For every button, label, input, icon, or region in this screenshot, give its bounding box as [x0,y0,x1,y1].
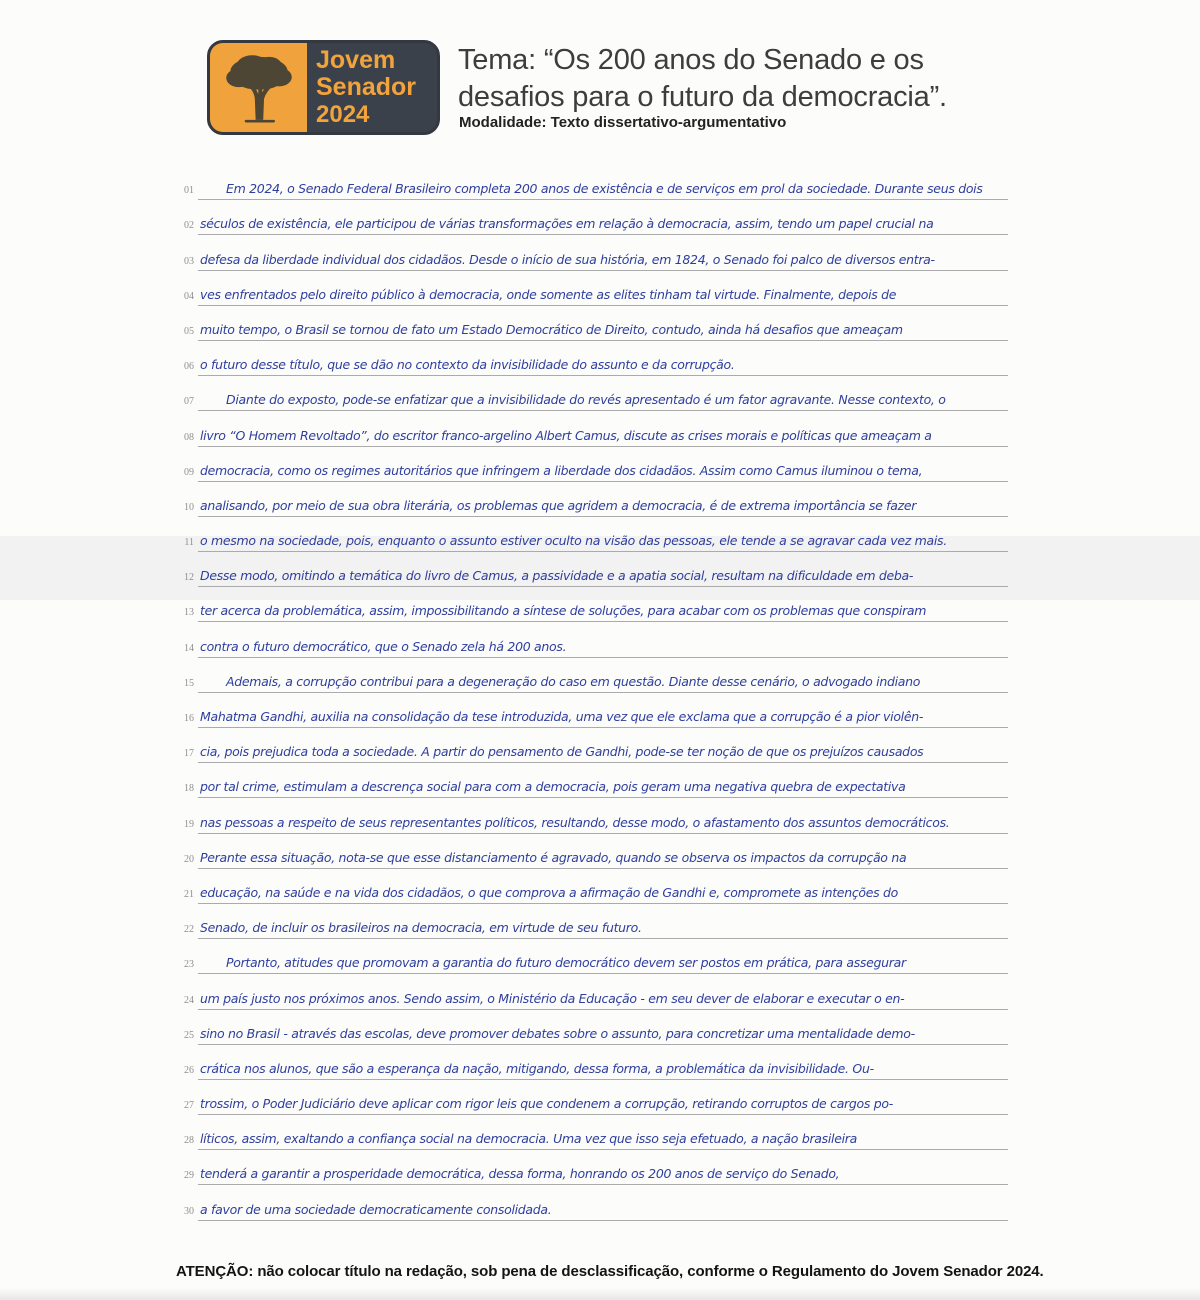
essay-line [176,658,1008,693]
essay-line [176,869,1008,904]
jovem-senador-logo [207,40,440,135]
handwritten-text: por tal crime, estimulam a descrença social para com a democracia, pois geram uma negativa quebra de expectativa [198,779,1008,798]
essay-line [176,587,1008,622]
essay-line [176,1185,1008,1220]
line-number: 29 [184,1170,194,1182]
handwritten-text: Em 2024, o Senado Federal Brasileiro completa 200 anos de existência e de serviços em prol da sociedade. Durante seus dois [198,181,1008,200]
essay-line [176,763,1008,798]
scan-artifact-bottom-edge [0,1288,1200,1300]
line-number: 22 [184,924,194,936]
line-number: 26 [184,1064,194,1076]
handwritten-text: livro “O Homem Revoltado”, do escritor franco-argelino Albert Camus, discute as crises morais e políticas que ameaçam a [198,428,1008,447]
logo-tree-panel [210,43,307,132]
handwritten-text: o mesmo na sociedade, pois, enquanto o assunto estiver oculto na visão das pessoas, ele tende a se agravar cada vez mais. [198,533,1008,552]
handwritten-text: Perante essa situação, nota-se que esse distanciamento é agravado, quando se observa os impactos da corrupção na [198,850,1008,869]
essay-line [176,517,1008,552]
essay-line [176,904,1008,939]
logo-year: 2024 [316,101,370,128]
handwritten-text: contra o futuro democrático, que o Senado zela há 200 anos. [198,639,1008,658]
theme-line-2: desafios para o futuro da democracia”. [458,81,947,113]
handwritten-text: Ademais, a corrupção contribui para a degeneração do caso em questão. Diante desse cenário, o advogado indiano [198,674,1008,693]
essay-line [176,271,1008,306]
essay-line [176,447,1008,482]
line-number: 06 [184,361,194,373]
essay-line [176,341,1008,376]
line-number: 01 [184,185,194,197]
essay-line [176,798,1008,833]
line-number: 02 [184,220,194,232]
essay-line [176,1010,1008,1045]
line-number: 04 [184,290,194,302]
handwritten-text: crática nos alunos, que são a esperança da nação, mitigando, dessa forma, a problemática da invisibilidade. Ou- [198,1061,1008,1080]
line-number: 13 [184,607,194,619]
line-number: 12 [184,572,194,584]
line-number: 07 [184,396,194,408]
essay-line [176,728,1008,763]
line-number: 05 [184,325,194,337]
essay-line [176,974,1008,1009]
handwritten-text: democracia, como os regimes autoritários que infringem a liberdade dos cidadãos. Assim como Camus iluminou o tema, [198,463,1008,482]
handwritten-text: analisando, por meio de sua obra literária, os problemas que agridem a democracia, é de extrema importância se fazer [198,498,1008,517]
logo-word-senador: Senador [316,73,417,101]
line-number: 28 [184,1135,194,1147]
handwritten-text: tenderá a garantir a prosperidade democrática, dessa forma, honrando os 200 anos de serviço do Senado, [198,1166,1008,1185]
handwritten-text: sino no Brasil - através das escolas, deve promover debates sobre o assunto, para concretizar uma mentalidade demo- [198,1026,1008,1045]
essay-line [176,693,1008,728]
essay-line [176,482,1008,517]
essay-lines [176,165,1008,1221]
modality-label: Modalidade: Texto dissertativo-argumentativo [459,114,787,131]
line-number: 08 [184,431,194,443]
handwritten-text: defesa da liberdade individual dos cidadãos. Desde o início de sua história, em 1824, o Senado foi palco de diversos entra- [198,252,1008,271]
essay-line [176,622,1008,657]
essay-line [176,1115,1008,1150]
handwritten-text: Diante do exposto, pode-se enfatizar que a invisibilidade do revés apresentado é um fator agravante. Nesse contexto, o [198,392,1008,411]
handwritten-text: trossim, o Poder Judiciário deve aplicar com rigor leis que condenem a corrupção, retirando corruptos de cargos po- [198,1096,1008,1115]
essay-line [176,376,1008,411]
line-number: 27 [184,1100,194,1112]
line-number: 10 [184,501,194,513]
line-number: 18 [184,783,194,795]
essay-line [176,1150,1008,1185]
handwritten-text: o futuro desse título, que se dão no contexto da invisibilidade do assunto e da corrupção. [198,357,1008,376]
essay-line [176,834,1008,869]
line-number: 03 [184,255,194,267]
essay-theme-title [458,42,947,116]
line-number: 23 [184,959,194,971]
essay-line [176,1045,1008,1080]
handwritten-text: ves enfrentados pelo direito público à democracia, onde somente as elites tinham tal virtude. Finalmente, depois de [198,287,1008,306]
line-number: 21 [184,888,194,900]
logo-word-jovem: Jovem [316,46,396,74]
essay-line [176,306,1008,341]
line-number: 16 [184,713,194,724]
handwritten-text: a favor de uma sociedade democraticamente consolidada. [198,1202,1008,1221]
handwritten-text: um país justo nos próximos anos. Sendo assim, o Ministério da Educação - em seu dever de elaborar e executar o en- [198,991,1008,1010]
essay-line [176,1080,1008,1115]
tree-icon [216,46,302,130]
logo-wordmark [307,43,437,132]
handwritten-text: Portanto, atitudes que promovam a garantia do futuro democrático devem ser postos em prática, para assegurar [198,955,1008,974]
line-number: 20 [184,853,194,865]
line-number: 14 [184,642,194,654]
essay-line [176,411,1008,446]
attention-footer: ATENÇÃO: não colocar título na redação, sob pena de desclassificação, conforme o Regulamento do Jovem Senador 2024. [176,1263,1044,1280]
handwritten-text: Desse modo, omitindo a temática do livro de Camus, a passividade e a apatia social, resultam na dificuldade em deba- [198,568,1008,587]
handwritten-text: Senado, de incluir os brasileiros na democracia, em virtude de seu futuro. [198,920,1008,939]
line-number: 09 [184,466,194,478]
handwritten-text: líticos, assim, exaltando a confiança social na democracia. Uma vez que isso seja efetuado, a nação brasileira [198,1131,1008,1150]
essay-line [176,552,1008,587]
line-number: 11 [184,537,194,549]
handwritten-text: cia, pois prejudica toda a sociedade. A partir do pensamento de Gandhi, pode-se ter noção de que os prejuízos causados [198,744,1008,763]
essay-line [176,235,1008,270]
line-number: 25 [184,1029,194,1041]
line-number: 19 [184,818,194,830]
line-number: 30 [184,1205,194,1217]
line-number: 17 [184,748,194,760]
line-number: 24 [184,994,194,1006]
theme-line-1: Tema: “Os 200 anos do Senado e os [458,44,924,76]
line-number: 15 [184,677,194,689]
handwritten-text: ter acerca da problemática, assim, impossibilitando a síntese de soluções, para acabar com os problemas que conspiram [198,603,1008,622]
handwritten-text: séculos de existência, ele participou de várias transformações em relação à democracia, assim, tendo um papel crucial na [198,216,1008,235]
handwritten-text: nas pessoas a respeito de seus representantes políticos, resultando, desse modo, o afastamento dos assuntos democráticos. [198,815,1008,834]
essay-line [176,165,1008,200]
handwritten-text: muito tempo, o Brasil se tornou de fato um Estado Democrático de Direito, contudo, ainda há desafios que ameaçam [198,322,1008,341]
handwritten-text: educação, na saúde e na vida dos cidadãos, o que comprova a afirmação de Gandhi e, compromete as intenções do [198,885,1008,904]
essay-line [176,200,1008,235]
essay-line [176,939,1008,974]
handwritten-text: Mahatma Gandhi, auxilia na consolidação da tese introduzida, uma vez que ele exclama que a corrupção é a pior violên- [198,709,1008,728]
